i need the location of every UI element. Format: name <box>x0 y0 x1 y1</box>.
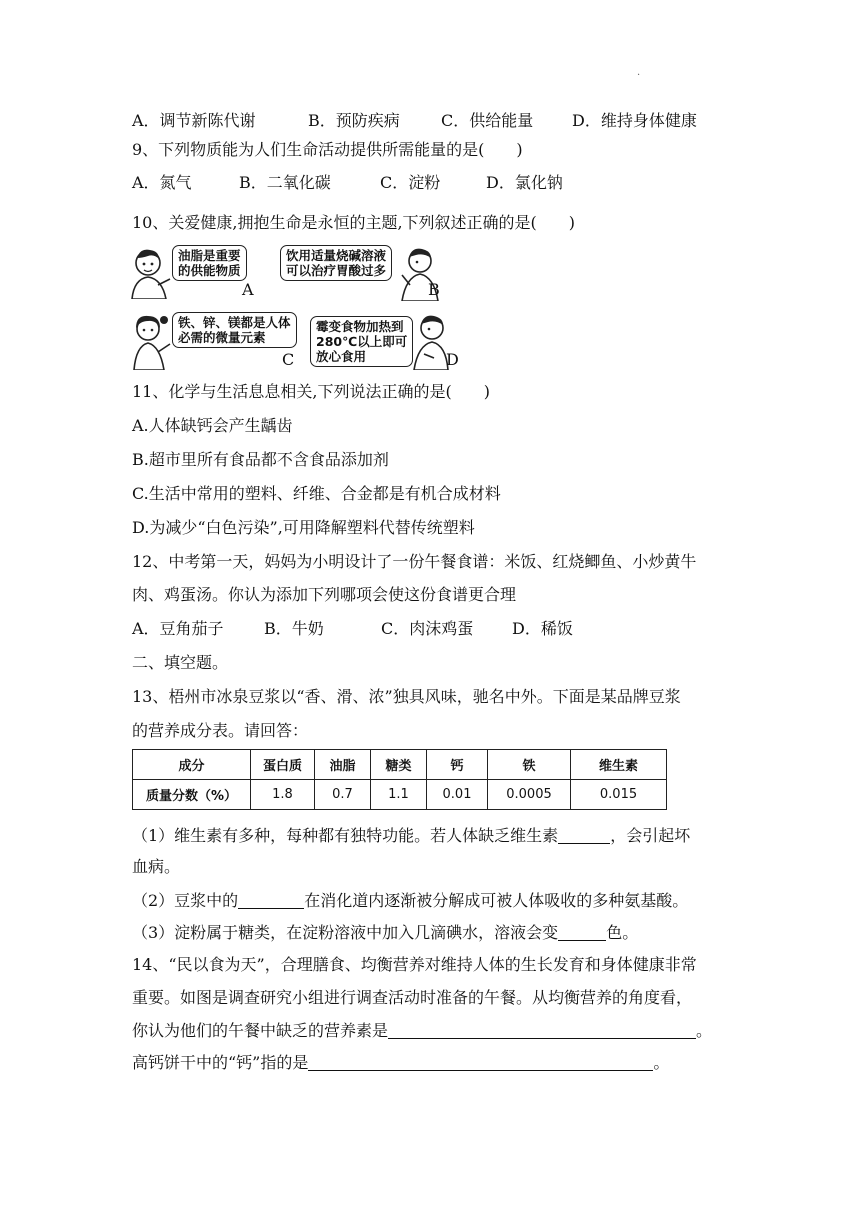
table-header-cell: 成分 <box>133 750 251 780</box>
q13-sub3 <box>132 921 638 945</box>
q14-line3 <box>132 1019 712 1043</box>
bubble-line: 的供能物质 <box>178 263 241 278</box>
q9-options <box>132 171 563 195</box>
bubble-line: 放心食用 <box>316 349 367 364</box>
text: 。 <box>696 1021 713 1040</box>
option-c: C．供给能量 <box>441 111 534 130</box>
q10-panel-b <box>280 243 450 301</box>
panel-label: B <box>428 280 440 299</box>
option-b: B．二氧化碳 <box>239 173 331 192</box>
table-header-cell: 钙 <box>427 750 488 780</box>
answer-blank[interactable] <box>558 922 606 941</box>
q12-options <box>132 617 573 641</box>
option-a: A．氮气 <box>132 173 192 192</box>
q14-line4 <box>132 1051 669 1075</box>
text: 你认为他们的午餐中缺乏的营养素是 <box>132 1021 389 1040</box>
table-header-cell: 蛋白质 <box>251 750 315 780</box>
table-header-row <box>133 750 667 780</box>
q10-panel-a <box>128 245 268 300</box>
answer-blank[interactable] <box>388 1020 696 1039</box>
text: 在消化道内逐渐被分解成可被人体吸收的多种氨基酸。 <box>304 891 689 910</box>
text: 高钙饼干中的“钙”指的是 <box>132 1053 309 1072</box>
table-row-label: 质量分数（%） <box>133 780 251 810</box>
section-heading: 二、填空题。 <box>132 653 229 672</box>
q8-options <box>132 109 697 133</box>
q9-stem: 9、下列物质能为人们生命活动提供所需能量的是( ) <box>132 140 523 159</box>
text: （2）豆浆中的 <box>132 891 239 910</box>
bubble-line: 油脂是重要 <box>178 248 241 263</box>
panel-label: C <box>282 350 295 369</box>
q12-stem-line2: 肉、鸡蛋汤。你认为添加下列哪项会使这份食谱更合理 <box>132 585 517 604</box>
text: （1）维生素有多种，每种都有独特功能。若人体缺乏维生素 <box>132 826 559 845</box>
q13-stem-line1: 13、梧州市冰泉豆浆以“香、滑、浓”独具风味，驰名中外。下面是某品牌豆浆 <box>132 687 681 706</box>
q13-sub2 <box>132 889 688 913</box>
corner-mark: · <box>637 70 641 81</box>
option-d: D．氯化钠 <box>486 173 563 192</box>
q11-stem: 11、化学与生活息息相关,下列说法正确的是( ) <box>132 382 490 401</box>
option-a: A．豆角茄子 <box>132 619 224 638</box>
option-d: D．维持身体健康 <box>572 111 697 130</box>
man-figure-icon <box>410 312 450 370</box>
table-header-cell: 糖类 <box>371 750 427 780</box>
q14-line2: 重要。如图是调查研究小组进行调查活动时准备的午餐。从均衡营养的角度看， <box>132 988 693 1007</box>
table-cell: 1.8 <box>251 780 315 810</box>
table-cell: 0.01 <box>427 780 488 810</box>
q13-sub1-cont: 血病。 <box>132 857 181 876</box>
q13-stem-line2: 的营养成分表。请回答： <box>132 721 309 740</box>
q10-panel-d <box>310 310 470 370</box>
bubble-line: 铁、锌、镁都是人体 <box>178 315 291 330</box>
table-row <box>133 780 667 810</box>
text: 。 <box>653 1053 670 1072</box>
q12-stem-line1: 12、中考第一天，妈妈为小明设计了一份午餐食谱：米饭、红烧鲫鱼、小炒黄牛 <box>132 552 697 571</box>
text: 色。 <box>606 923 639 942</box>
nutrition-table <box>132 749 667 810</box>
bubble-line: 霉变食物加热到 <box>316 319 404 334</box>
table-header-cell: 铁 <box>488 750 571 780</box>
option-c: C．肉沫鸡蛋 <box>381 619 474 638</box>
panel-label: A <box>242 280 254 299</box>
speech-bubble <box>310 316 413 367</box>
text: （3）淀粉属于糖类，在淀粉溶液中加入几滴碘水，溶液会变 <box>132 923 559 942</box>
option-c: C．淀粉 <box>380 173 441 192</box>
q11-option-a: A.人体缺钙会产生龋齿 <box>132 416 293 435</box>
q10-stem: 10、关爱健康,拥抱生命是永恒的主题,下列叙述正确的是( ) <box>132 213 576 232</box>
speech-bubble <box>172 312 297 348</box>
option-a: A．调节新陈代谢 <box>132 111 256 130</box>
q11-option-b: B.超市里所有食品都不含食品添加剂 <box>132 450 389 469</box>
boy-figure-icon <box>128 245 174 299</box>
table-cell: 0.0005 <box>488 780 571 810</box>
table-cell: 0.015 <box>571 780 667 810</box>
table-header-cell: 维生素 <box>571 750 667 780</box>
girl-figure-icon <box>128 312 172 370</box>
q11-option-c: C.生活中常用的塑料、纤维、合金都是有机合成材料 <box>132 484 501 503</box>
bubble-line: 280℃以上即可 <box>316 334 408 349</box>
bubble-line: 可以治疗胃酸过多 <box>286 263 387 278</box>
answer-blank[interactable] <box>308 1052 653 1071</box>
text: ，会引起坏 <box>610 826 691 845</box>
table-header-cell: 油脂 <box>315 750 371 780</box>
answer-blank[interactable] <box>558 825 610 844</box>
q14-line1: 14、“民以食为天”，合理膳食、均衡营养对维持人体的生长发育和身体健康非常 <box>132 955 697 974</box>
table-cell: 0.7 <box>315 780 371 810</box>
q10-panel-c <box>128 310 303 370</box>
option-d: D．稀饭 <box>512 619 573 638</box>
panel-label: D <box>446 350 459 369</box>
option-b: B．牛奶 <box>264 619 324 638</box>
bubble-line: 饮用适量烧碱溶液 <box>286 248 387 263</box>
table-cell: 1.1 <box>371 780 427 810</box>
speech-bubble <box>280 245 392 281</box>
speech-bubble <box>172 245 247 281</box>
option-b: B．预防疾病 <box>308 111 400 130</box>
q11-option-d: D.为减少“白色污染”,可用降解塑料代替传统塑料 <box>132 518 475 537</box>
bubble-line: 必需的微量元素 <box>178 330 266 345</box>
q13-sub1 <box>132 824 690 848</box>
answer-blank[interactable] <box>238 890 304 909</box>
